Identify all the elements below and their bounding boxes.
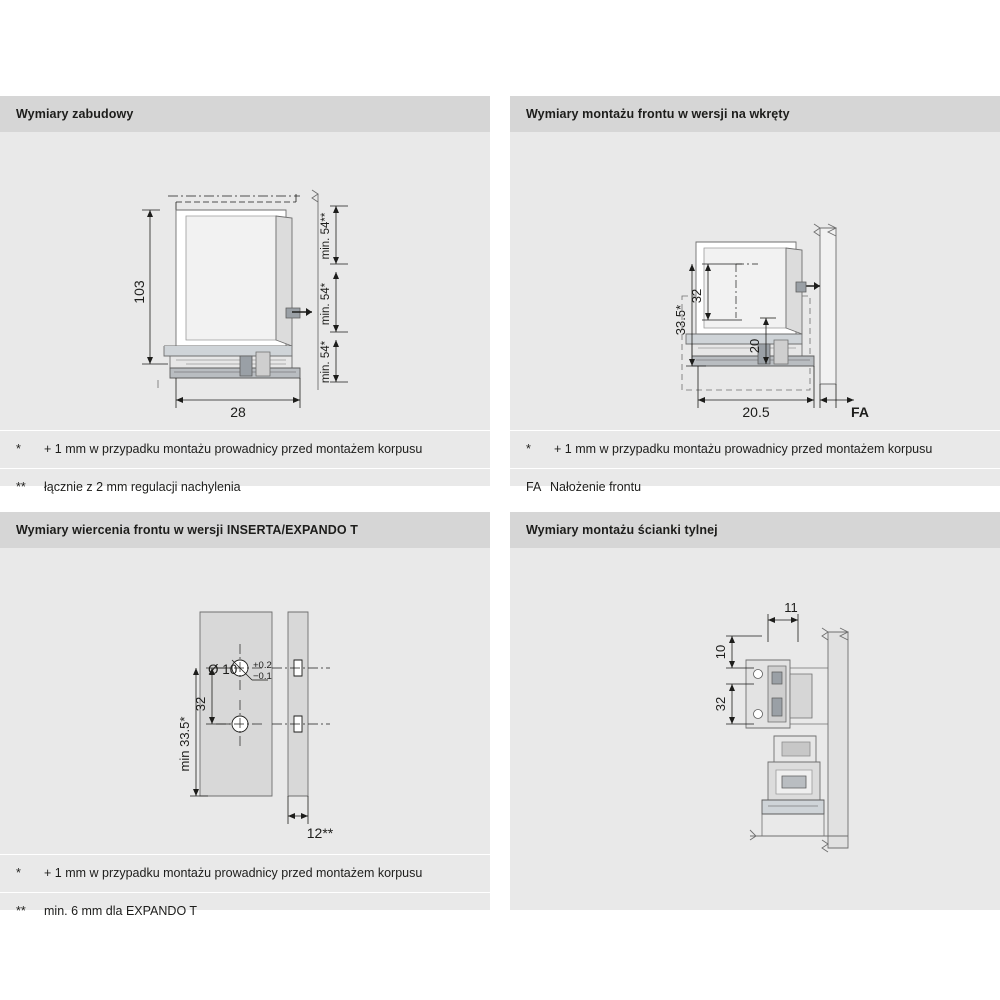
dim-20-5: 20.5 <box>742 404 770 420</box>
panel-title: Wymiary wiercenia frontu w wersji INSERTA/EXPANDO T <box>16 523 358 537</box>
dim-32: 32 <box>193 696 208 712</box>
footnote-mark: * <box>16 866 21 880</box>
footnote-mark: ** <box>16 480 26 494</box>
footnotes-front-drilling <box>0 854 490 930</box>
dim-33-5: 33.5* <box>673 304 688 336</box>
panel-installation-dimensions <box>0 96 490 494</box>
drawing-installation-dimensions <box>0 132 490 430</box>
footnote-item <box>0 468 490 506</box>
dim-32: 32 <box>713 696 728 712</box>
panel-header <box>510 96 1000 132</box>
dim-depth-28: 28 <box>230 404 246 420</box>
footnote-text: + 1 mm w przypadku montażu prowadnicy przed montażem korpusu <box>554 442 933 456</box>
footnotes-installation <box>0 430 490 506</box>
footnote-item <box>0 892 490 930</box>
footnote-text: min. 6 mm dla EXPANDO T <box>44 904 198 918</box>
dim-hole-diameter: Ø 10 <box>208 662 238 677</box>
dim-min-54-bottom: min. 54* <box>320 340 332 384</box>
dim-10: 10 <box>713 644 728 660</box>
footnote-item <box>0 430 490 468</box>
dim-fa: FA <box>851 404 869 420</box>
tol-lower: −0.1 <box>253 671 272 682</box>
panel-title: Wymiary montażu frontu w wersji na wkręty <box>526 107 790 121</box>
footnote-mark: * <box>16 442 21 456</box>
panel-title: Wymiary montażu ścianki tylnej <box>526 523 718 537</box>
footnote-text: + 1 mm w przypadku montażu prowadnicy przed montażem korpusu <box>44 866 423 880</box>
panel-front-screw-mounting <box>510 96 1000 494</box>
panel-header <box>510 512 1000 548</box>
footnote-text: Nałożenie frontu <box>550 480 642 494</box>
dim-min-33-5: min 33.5* <box>177 716 192 772</box>
dim-min-54-top: min. 54** <box>320 212 332 260</box>
panel-rear-panel-mounting <box>510 512 1000 910</box>
dim-height-103: 103 <box>131 280 147 304</box>
footnote-item <box>510 430 1000 468</box>
dim-11: 11 <box>784 600 798 615</box>
footnotes-front-screw <box>510 430 1000 506</box>
panel-title: Wymiary zabudowy <box>16 107 134 121</box>
dim-12: 12** <box>306 825 334 841</box>
footnote-mark: * <box>526 442 531 456</box>
panel-header <box>0 96 490 132</box>
footnote-text: + 1 mm w przypadku montażu prowadnicy przed montażem korpusu <box>44 442 423 456</box>
dim-32: 32 <box>689 288 704 304</box>
tol-upper: +0.2 <box>253 660 272 671</box>
panel-front-drilling <box>0 512 490 918</box>
footnote-item <box>0 854 490 892</box>
dim-20: 20 <box>747 338 762 354</box>
footnote-item <box>510 468 1000 506</box>
drawing-front-drilling <box>0 548 490 854</box>
footnote-mark: FA <box>526 480 542 494</box>
footnote-mark: ** <box>16 904 26 918</box>
panel-header <box>0 512 490 548</box>
dim-min-54-mid: min. 54* <box>320 282 332 326</box>
drawing-front-screw-mounting <box>510 132 1000 430</box>
footnote-text: łącznie z 2 mm regulacji nachylenia <box>44 480 241 494</box>
drawing-rear-panel-mounting <box>510 548 1000 910</box>
